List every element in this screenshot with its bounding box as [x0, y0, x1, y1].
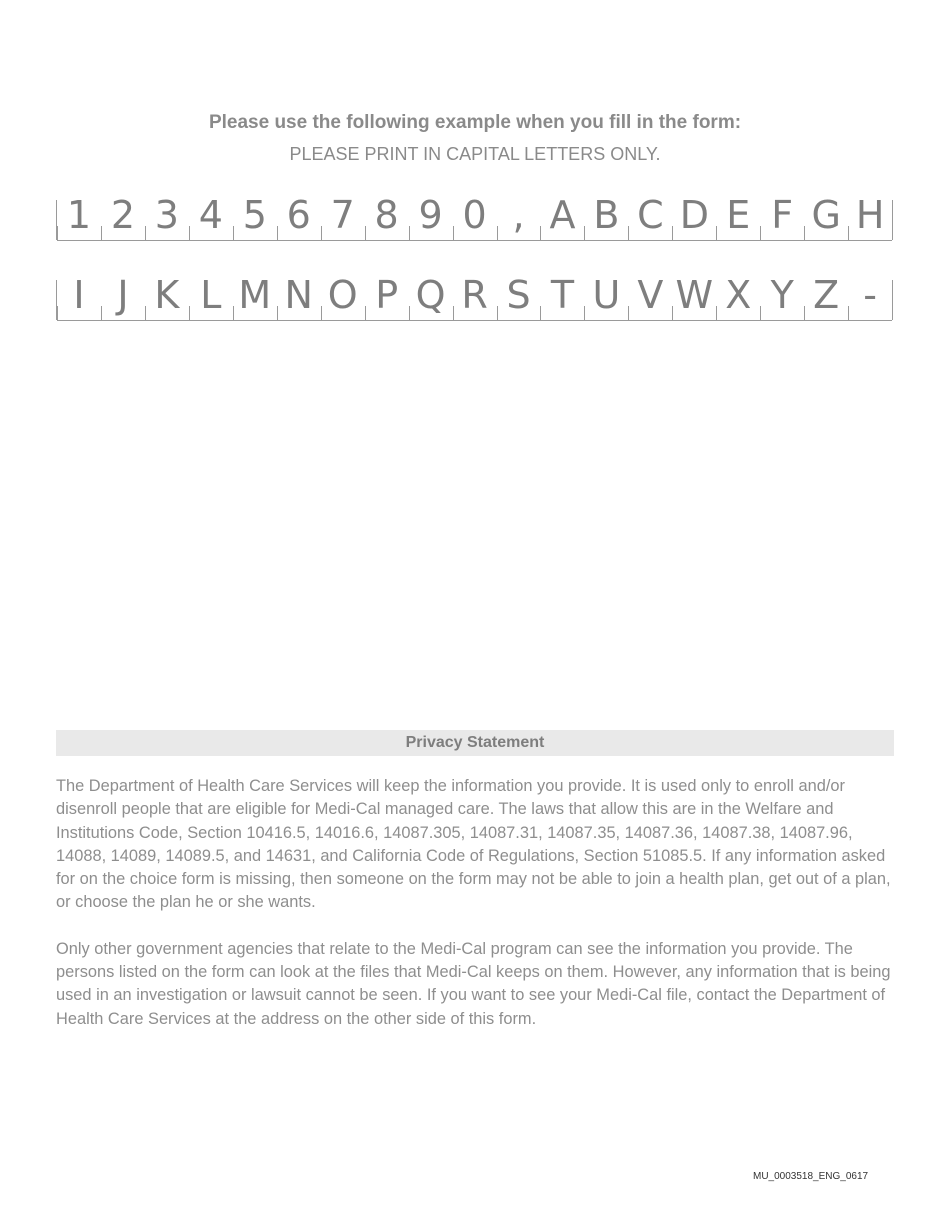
example-character-box: C: [628, 192, 672, 240]
example-character-box: -: [848, 272, 892, 320]
example-character-box: B: [584, 192, 628, 240]
example-character-box: J: [101, 272, 145, 320]
instructions-title: Please use the following example when you fill in the form:: [208, 112, 742, 133]
example-character-box: E: [716, 192, 760, 240]
example-character-box: 6: [277, 192, 321, 240]
row-divider: [892, 280, 893, 320]
example-character-row-2: [57, 272, 892, 321]
example-character-box: 0: [453, 192, 497, 240]
example-character-box: Z: [804, 272, 848, 320]
example-character-box: V: [628, 272, 672, 320]
example-character-box: 2: [101, 192, 145, 240]
instructions-block: [0, 110, 950, 167]
example-character-box: ,: [497, 192, 541, 240]
example-character-box: 4: [189, 192, 233, 240]
example-character-box: K: [145, 272, 189, 320]
example-character-box: Q: [409, 272, 453, 320]
privacy-statement-header: Privacy Statement: [56, 730, 894, 756]
example-character-box: 1: [57, 192, 101, 240]
example-character-box: 3: [145, 192, 189, 240]
instructions-subtitle: PLEASE PRINT IN CAPITAL LETTERS ONLY.: [289, 144, 661, 164]
privacy-statement-body: [56, 775, 896, 1054]
example-character-box: O: [321, 272, 365, 320]
example-character-box: 7: [321, 192, 365, 240]
example-character-box: H: [848, 192, 892, 240]
example-character-box: X: [716, 272, 760, 320]
example-character-box: D: [672, 192, 716, 240]
example-character-box: T: [540, 272, 584, 320]
example-character-box: R: [453, 272, 497, 320]
example-character-box: Y: [760, 272, 804, 320]
example-character-box: 8: [365, 192, 409, 240]
example-character-box: 9: [409, 192, 453, 240]
privacy-paragraph-2: Only other government agencies that relate to the Medi-Cal program can see the information you provide. The persons listed on the form can look at the files that Medi-Cal keeps on them. However, any information that is being used in an investigation or lawsuit cannot be seen. If you want to see your Medi-Cal file, contact the Department of Health Care Services at the address on the other side of this form.: [56, 939, 891, 1028]
row-divider: [892, 200, 893, 240]
example-character-box: L: [189, 272, 233, 320]
example-character-box: 5: [233, 192, 277, 240]
form-code: MU_0003518_ENG_0617: [753, 1171, 869, 1182]
example-character-row-1: [57, 192, 892, 241]
example-character-box: N: [277, 272, 321, 320]
privacy-paragraph-1: The Department of Health Care Services will keep the information you provide. It is used only to enroll and/or disenroll people that are eligible for Medi-Cal managed care. The laws that allow this are in the Welfare and Institutions Code, Section 10416.5, 14016.6, 14087.305, 14087.31, 14087.35, 14087.36, 14087.38, 14087.96, 14088, 14089, 14089.5, and 14631, and California Code of Regulations, Section 51085.5. If any information asked for on the choice form is missing, then someone on the form may not be able to join a health plan, get out of a plan, or choose the plan he or she wants.: [56, 777, 891, 912]
example-character-box: A: [540, 192, 584, 240]
example-character-box: P: [365, 272, 409, 320]
example-character-box: F: [760, 192, 804, 240]
example-character-box: I: [57, 272, 101, 320]
example-character-box: M: [233, 272, 277, 320]
example-character-box: U: [584, 272, 628, 320]
example-character-box: S: [497, 272, 541, 320]
example-character-box: W: [672, 272, 716, 320]
example-character-box: G: [804, 192, 848, 240]
